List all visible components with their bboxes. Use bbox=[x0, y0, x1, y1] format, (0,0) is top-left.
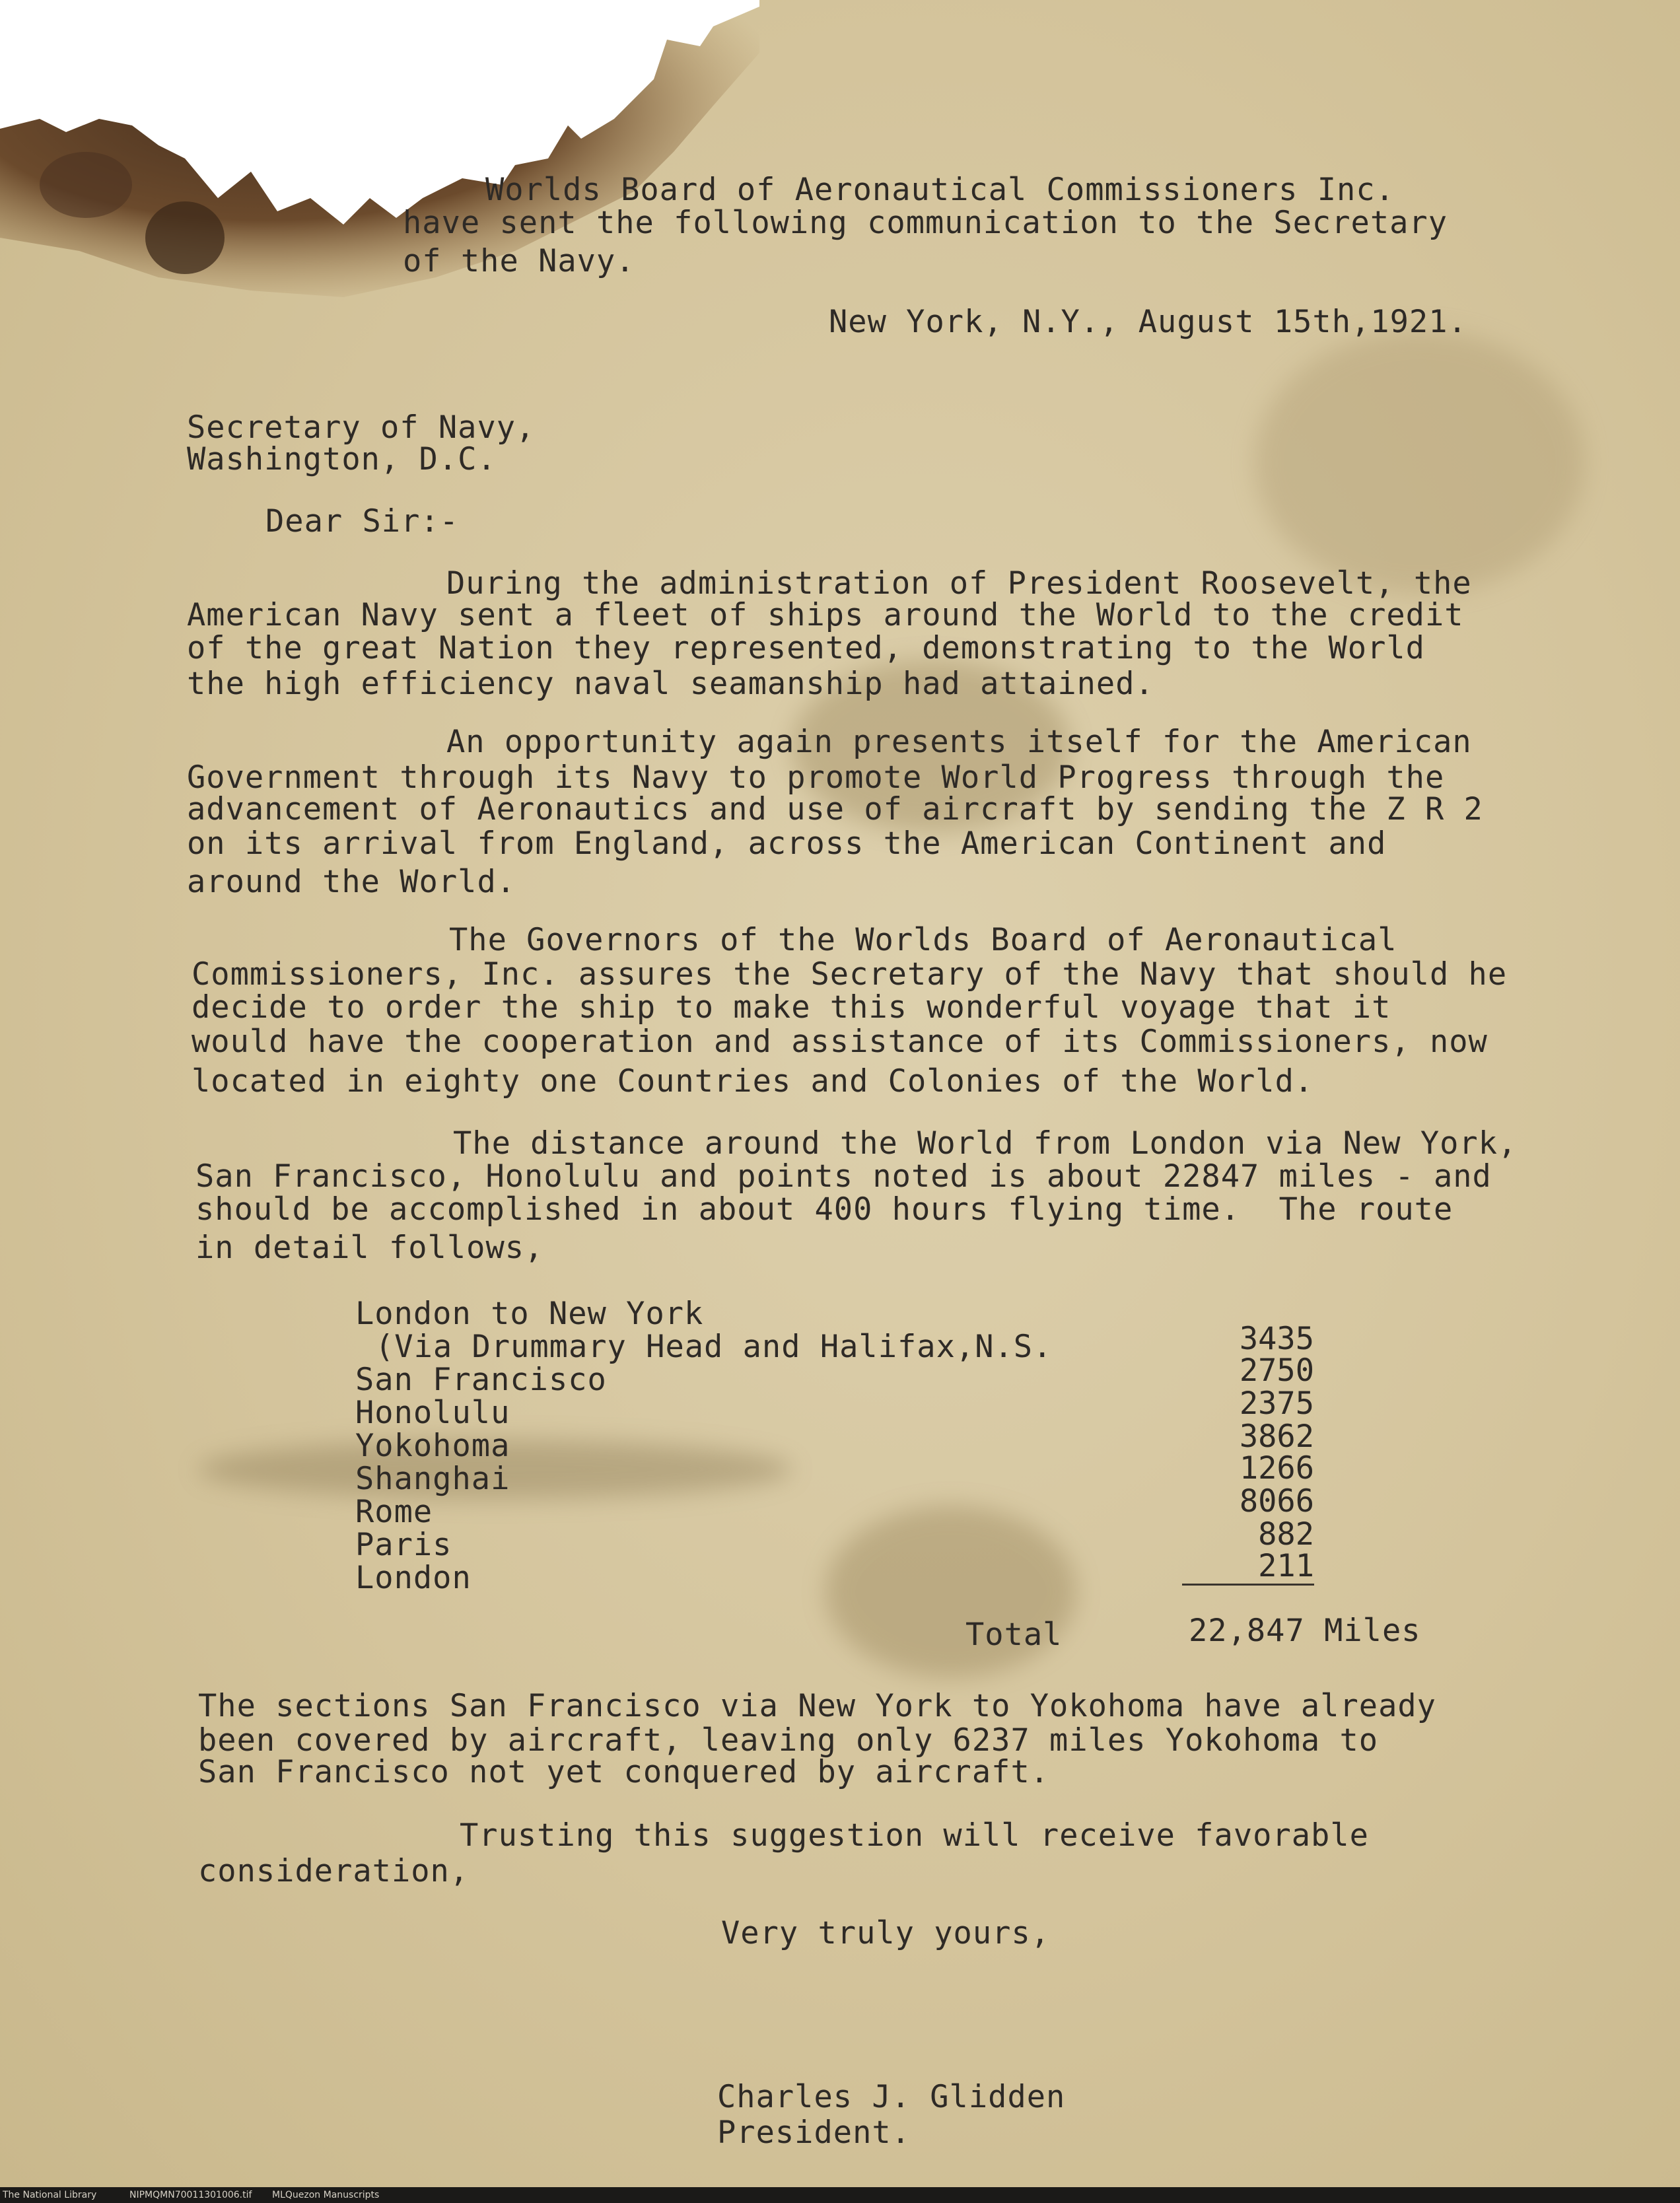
route-place: Honolulu bbox=[355, 1395, 510, 1431]
route-miles: 2750 bbox=[1239, 1352, 1314, 1389]
paragraph-2-line: advancement of Aeronautics and use of aircraft by sending the Z R 2 bbox=[187, 791, 1483, 827]
footer-file: NIPMQMN70011301006.tif bbox=[129, 2190, 252, 2200]
route-place: Yokohoma bbox=[355, 1428, 510, 1464]
route-miles: 2375 bbox=[1239, 1385, 1314, 1422]
signature-title: President. bbox=[717, 2115, 911, 2151]
paragraph-5-line: San Francisco not yet conquered by aircraft. bbox=[198, 1754, 1050, 1790]
route-miles: 211 bbox=[1182, 1549, 1314, 1586]
route-miles: 3435 bbox=[1239, 1321, 1314, 1357]
paragraph-3-line: The Governors of the Worlds Board of Aeronautical bbox=[449, 922, 1397, 958]
paragraph-3-line: would have the cooperation and assistance of its Commissioners, now bbox=[192, 1024, 1488, 1060]
paragraph-4-line: should be accomplished in about 400 hours flying time. The route bbox=[195, 1191, 1453, 1228]
route-place: Paris bbox=[355, 1527, 452, 1563]
paragraph-3-line: located in eighty one Countries and Colonies of the World. bbox=[192, 1063, 1314, 1100]
total-label: Total bbox=[965, 1617, 1063, 1653]
paragraph-2-line: Government through its Navy to promote World Progress through the bbox=[187, 759, 1445, 796]
paragraph-1-line: the high efficiency naval seamanship had attained. bbox=[187, 666, 1154, 702]
route-place: London to New York bbox=[355, 1296, 704, 1332]
route-place: London bbox=[355, 1560, 472, 1596]
paragraph-5-line: been covered by aircraft, leaving only 6237 miles Yokohoma to bbox=[198, 1722, 1379, 1759]
closing-line-2: consideration, bbox=[198, 1853, 470, 1889]
dateline: New York, N.Y., August 15th,1921. bbox=[829, 304, 1467, 340]
paragraph-4-line: The distance around the World from London via New York, bbox=[453, 1125, 1518, 1162]
header-line-1: Worlds Board of Aeronautical Commissioners Inc. bbox=[485, 172, 1395, 208]
route-miles: 1266 bbox=[1239, 1450, 1314, 1486]
route-miles: 882 bbox=[1258, 1516, 1314, 1553]
footer-collection: MLQuezon Manuscripts bbox=[272, 2190, 380, 2200]
addressee-line-2: Washington, D.C. bbox=[187, 441, 497, 477]
header-line-2: have sent the following communication to the Secretary bbox=[403, 205, 1448, 241]
signature-name: Charles J. Glidden bbox=[717, 2079, 1066, 2115]
paragraph-4-line: in detail follows, bbox=[195, 1230, 544, 1266]
paragraph-3-line: Commissioners, Inc. assures the Secretary of the Navy that should he bbox=[192, 956, 1508, 993]
paragraph-1-line: American Navy sent a fleet of ships around the World to the credit bbox=[187, 597, 1464, 633]
valediction: Very truly yours, bbox=[721, 1915, 1051, 1951]
route-miles: 3862 bbox=[1239, 1418, 1314, 1455]
route-place: Shanghai bbox=[355, 1461, 510, 1497]
paragraph-3-line: decide to order the ship to make this wonderful voyage that it bbox=[192, 989, 1391, 1026]
route-place: (Via Drummary Head and Halifax,N.S. bbox=[375, 1329, 1053, 1365]
header-line-3: of the Navy. bbox=[403, 243, 635, 279]
paragraph-1-line: of the great Nation they represented, demonstrating to the World bbox=[187, 630, 1425, 666]
paragraph-5-line: The sections San Francisco via New York to Yokohoma have already bbox=[198, 1688, 1436, 1724]
paragraph-2-line: An opportunity again presents itself for the American bbox=[446, 724, 1472, 760]
route-miles: 8066 bbox=[1239, 1483, 1314, 1520]
salutation: Dear Sir:- bbox=[265, 503, 459, 540]
paragraph-4-line: San Francisco, Honolulu and points noted is about 22847 miles - and bbox=[195, 1158, 1492, 1195]
paragraph-1-line: During the administration of President Roosevelt, the bbox=[446, 565, 1472, 602]
footer-library: The National Library bbox=[3, 2190, 97, 2200]
archive-footer bbox=[0, 2187, 1680, 2203]
stain bbox=[1255, 330, 1585, 594]
closing-line-1: Trusting this suggestion will receive favorable bbox=[460, 1817, 1369, 1854]
total-value: 22,847 Miles bbox=[1189, 1613, 1421, 1649]
paragraph-2-line: on its arrival from England, across the American Continent and bbox=[187, 825, 1387, 862]
burned-corner bbox=[0, 0, 759, 304]
route-place: Rome bbox=[355, 1494, 433, 1530]
addressee-line-1: Secretary of Navy, bbox=[187, 409, 536, 446]
paragraph-2-line: around the World. bbox=[187, 864, 516, 900]
route-place: San Francisco bbox=[355, 1362, 607, 1398]
